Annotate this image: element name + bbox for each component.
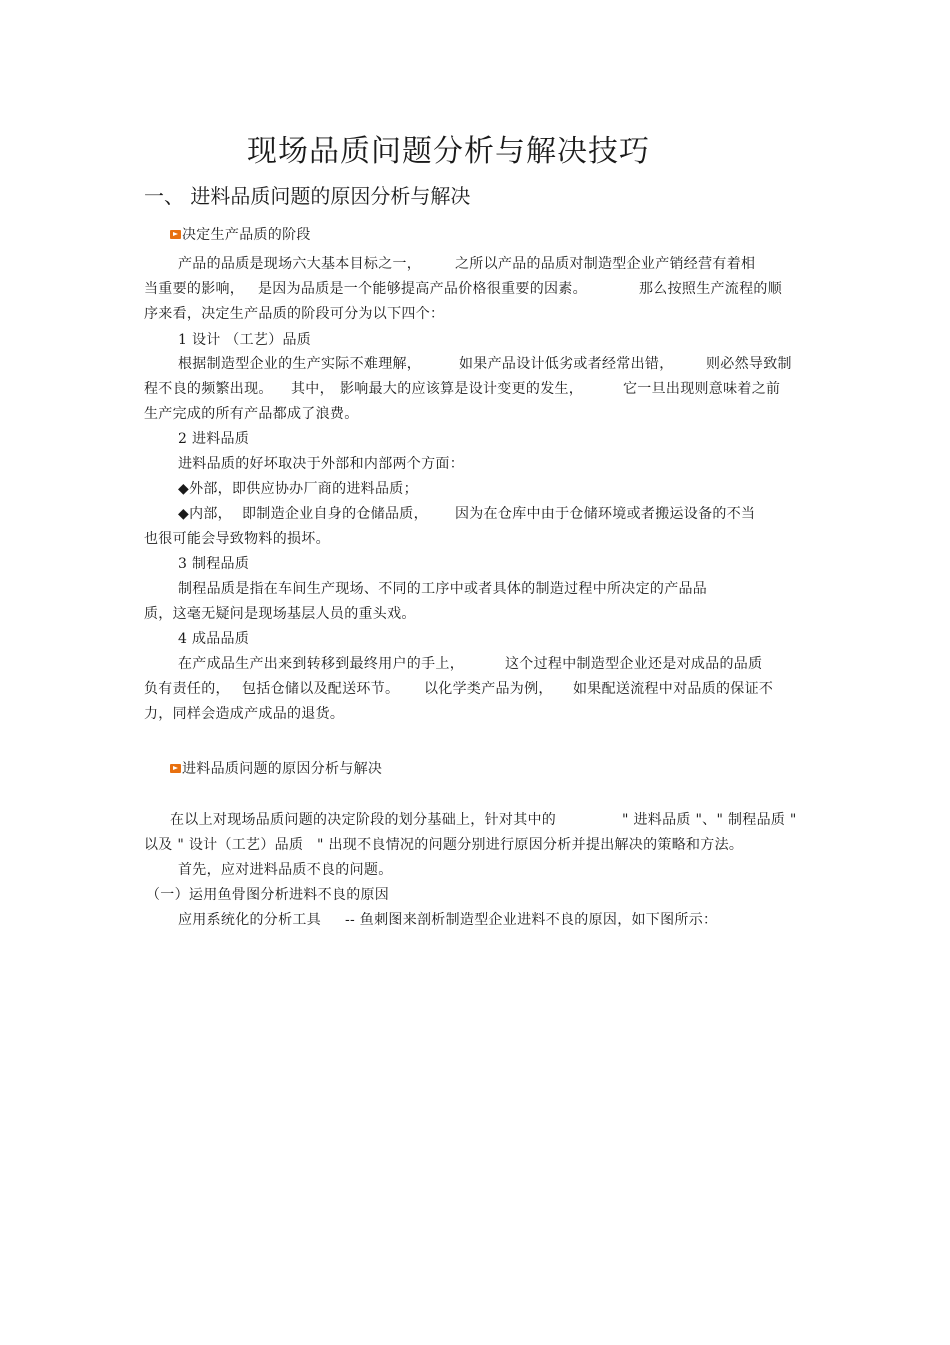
subheading: 1 设计 （工艺）品质 xyxy=(178,332,312,348)
paragraph-line: 产品的品质是现场六大基本目标之一， xyxy=(178,256,422,272)
paragraph-line: 也很可能会导致物料的损坏。 xyxy=(144,531,330,547)
arrow-right-icon xyxy=(170,764,181,773)
paragraph-line: 在产成品生产出来到转移到最终用户的手上， xyxy=(178,656,464,672)
paragraph-line: 进料品质的好坏取决于外部和内部两个方面： xyxy=(178,456,464,472)
paragraph-line: 以及 " 设计（工艺）品质 xyxy=(144,837,304,853)
paragraph-line: 如果配送流程中对品质的保证不 xyxy=(573,681,774,697)
section-marker-incoming xyxy=(170,758,382,778)
paragraph-line: 这个过程中制造型企业还是对成品的品质 xyxy=(505,656,763,672)
bullet-item: ◆外部，即供应协办厂商的进料品质； xyxy=(178,481,418,497)
paragraph-line: " 进料品质 "、" 制程品质 " xyxy=(622,812,797,828)
bullet-item: ◆内部， xyxy=(178,506,232,522)
paragraph-line: 制程品质是指在车间生产现场、不同的工序中或者具体的制造过程中所决定的产品品 xyxy=(178,581,708,597)
section-label: 决定生产品质的阶段 xyxy=(182,227,311,243)
subheading: 4 成品品质 xyxy=(178,631,250,647)
paragraph-line: 以化学类产品为例， xyxy=(424,681,553,697)
paragraph-line: 那么按照生产流程的顺 xyxy=(639,281,782,297)
section-label: 进料品质问题的原因分析与解决 xyxy=(182,761,383,777)
paragraph-line: 生产完成的所有产品都成了浪费。 xyxy=(144,406,359,422)
arrow-right-icon xyxy=(170,230,181,239)
subheading: （一）运用鱼骨图分析进料不良的原因 xyxy=(146,887,390,903)
paragraph-line: 力，同样会造成产成品的退货。 xyxy=(144,706,345,722)
paragraph-line: 之所以产品的品质对制造型企业产销经营有着相 xyxy=(455,256,756,272)
paragraph-line: 如果产品设计低劣或者经常出错， xyxy=(459,356,674,372)
paragraph-line: 应用系统化的分析工具 xyxy=(178,912,321,928)
paragraph-line: 负有责任的， xyxy=(144,681,230,697)
paragraph-line: 序来看，决定生产品质的阶段可分为以下四个： xyxy=(144,306,445,322)
subheading: 2 进料品质 xyxy=(178,431,250,447)
paragraph-line: 它一旦出现则意味着之前 xyxy=(623,381,781,397)
paragraph-line: 当重要的影响， xyxy=(144,281,245,297)
page-title: 现场品质问题分析与解决技巧 xyxy=(247,134,650,169)
paragraph-line: 首先，应对进料品质不良的问题。 xyxy=(178,862,393,878)
paragraph-line: 根据制造型企业的生产实际不难理解， xyxy=(178,356,422,372)
section-marker-stages xyxy=(170,224,311,244)
bullet-item: 因为在仓库中由于仓储环境或者搬运设备的不当 xyxy=(455,506,756,522)
paragraph-line: -- 鱼刺图来剖析制造型企业进料不良的原因，如下图所示： xyxy=(345,912,718,928)
paragraph-line: 其中， xyxy=(291,381,334,397)
paragraph-line: 质，这毫无疑问是现场基层人员的重头戏。 xyxy=(144,606,416,622)
paragraph-line: 在以上对现场品质问题的决定阶段的划分基础上，针对其中的 xyxy=(170,812,557,828)
paragraph-line: 则必然导致制 xyxy=(706,356,792,372)
paragraph-line: 是因为品质是一个能够提高产品价格很重要的因素。 xyxy=(258,281,587,297)
paragraph-line: 程不良的频繁出现。 xyxy=(144,381,273,397)
bullet-item: 即制造企业自身的仓储品质， xyxy=(242,506,428,522)
paragraph-line: 影响最大的应该算是设计变更的发生， xyxy=(340,381,584,397)
paragraph-line: " 出现不良情况的问题分别进行原因分析并提出解决的策略和方法。 xyxy=(317,837,744,853)
paragraph-line: 包括仓储以及配送环节。 xyxy=(242,681,400,697)
section-heading-1: 一、 进料品质问题的原因分析与解决 xyxy=(144,184,471,208)
subheading: 3 制程品质 xyxy=(178,556,250,572)
